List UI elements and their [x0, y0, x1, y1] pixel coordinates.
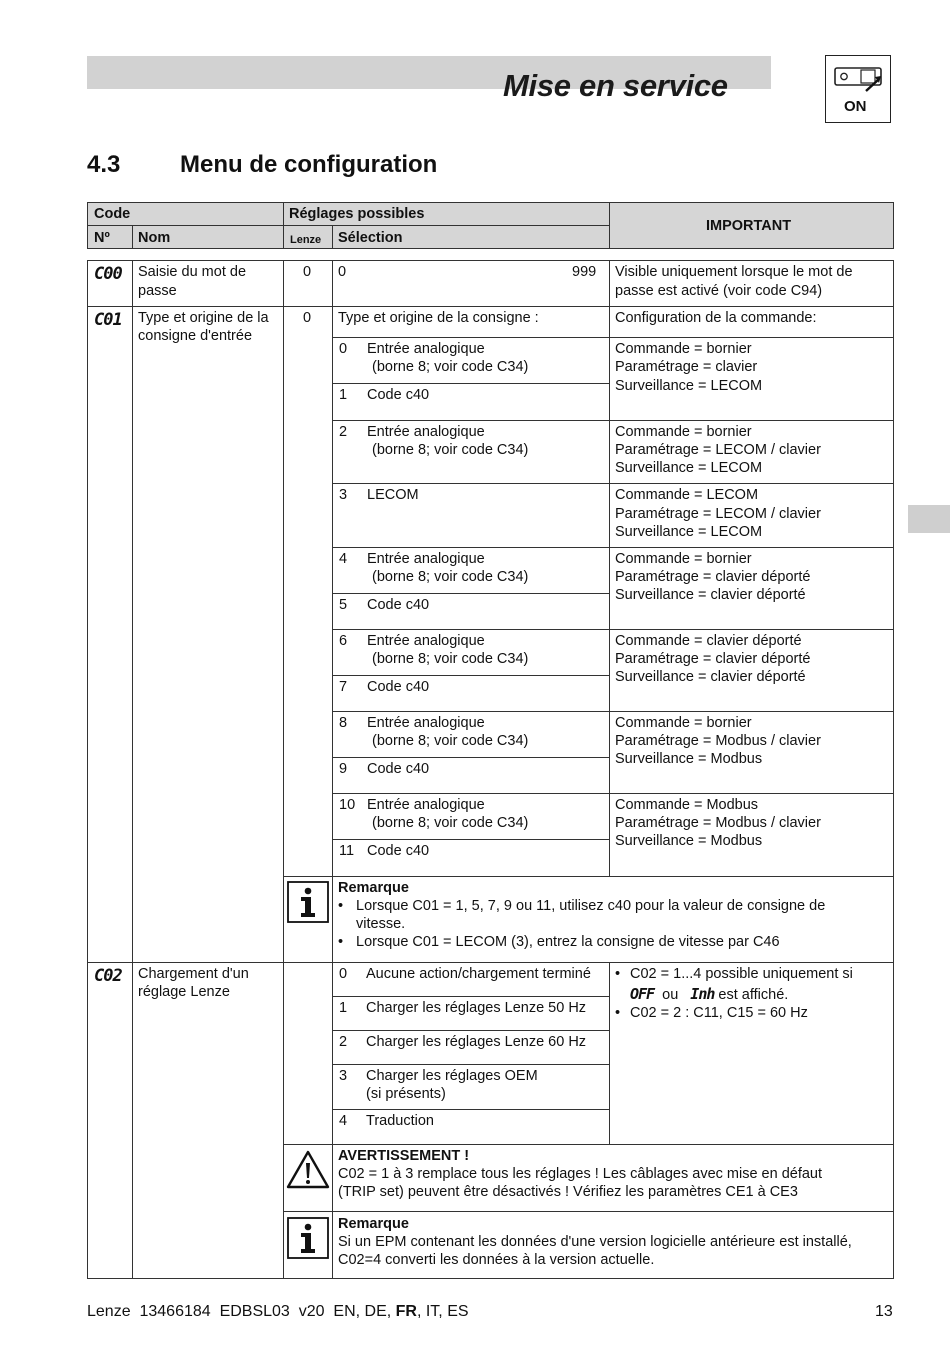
c01-imp-3-2: Paramétrage = clavier déporté	[615, 569, 811, 585]
info-icon	[287, 881, 329, 928]
c00-lenze: 0	[303, 264, 312, 280]
c01-opt-3-l1: LECOM	[367, 487, 419, 503]
footer-prefix: Lenze 13466184 EDBSL03 v20 EN, DE,	[87, 1303, 396, 1320]
c01-opt-9-l1: Code c40	[367, 761, 430, 777]
c02-imp-display-line	[630, 985, 788, 1004]
c02-warning-l1: C02 = 1 à 3 remplace tous les réglages ! Les câblages avec mise en défaut	[338, 1166, 823, 1182]
c02-opt-4-l1: Traduction	[366, 1113, 434, 1129]
c01-imp-3-1: Commande = bornier	[615, 551, 752, 567]
footer-lang-current: FR	[395, 1303, 417, 1320]
c01-imp-0-3: Surveillance = LECOM	[615, 378, 763, 394]
header-nom: Nom	[138, 230, 171, 246]
section-title: Menu de configuration	[180, 151, 438, 178]
c02-opt-3-l1: Charger les réglages OEM	[366, 1068, 538, 1084]
footer-doc-info	[87, 1303, 469, 1321]
info-icon	[287, 1217, 329, 1264]
c01-opt-4-l2: (borne 8; voir code C34)	[372, 569, 529, 585]
c01-remarque-bullet-1: •	[338, 898, 344, 914]
c01-opt-2-num: 2	[339, 424, 348, 440]
c02-opt-4-num: 4	[339, 1113, 348, 1129]
c01-opt-0-l2: (borne 8; voir code C34)	[372, 359, 529, 375]
c01-opt-10-num: 10	[339, 797, 356, 813]
c01-opt-11-l1: Code c40	[367, 843, 430, 859]
c01-imp-5-3: Surveillance = Modbus	[615, 751, 763, 767]
c02-remarque-title: Remarque	[338, 1216, 409, 1232]
code-c01: C01	[94, 310, 122, 330]
seg-inh: Inh	[690, 985, 715, 1003]
c01-imp-4-2: Paramétrage = clavier déporté	[615, 651, 811, 667]
header-title: Mise en service	[503, 68, 728, 103]
c01-imp-title: Configuration de la commande:	[615, 310, 817, 326]
c01-opt-2-l2: (borne 8; voir code C34)	[372, 442, 529, 458]
c00-nom-1: Saisie du mot de	[138, 264, 247, 280]
header-important: IMPORTANT	[706, 218, 792, 234]
header-no: Nº	[94, 230, 110, 246]
c01-opt-8-num: 8	[339, 715, 348, 731]
c01-opt-7-l1: Code c40	[367, 679, 430, 695]
c01-opt-6-l1: Entrée analogique	[367, 633, 485, 649]
c02-opt-0-num: 0	[339, 966, 348, 982]
c01-opt-4-num: 4	[339, 551, 348, 567]
seg-off: OFF	[630, 985, 655, 1003]
c01-opt-8-l2: (borne 8; voir code C34)	[372, 733, 529, 749]
c01-imp-5-2: Paramétrage = Modbus / clavier	[615, 733, 821, 749]
c01-opt-8-l1: Entrée analogique	[367, 715, 485, 731]
code-c00: C00	[94, 264, 122, 284]
c02-imp-est: est affiché.	[718, 987, 789, 1003]
c01-imp-6-2: Paramétrage = Modbus / clavier	[615, 815, 821, 831]
c01-remarque-b1a: Lorsque C01 = 1, 5, 7, 9 ou 11, utilisez c40 pour la valeur de consigne de	[356, 898, 826, 914]
c01-lenze: 0	[303, 310, 312, 326]
c02-imp-bullet-1: •	[615, 966, 621, 982]
c01-opt-5-l1: Code c40	[367, 597, 430, 613]
c02-opt-3-l2: (si présents)	[366, 1086, 446, 1102]
c01-opt-1-num: 1	[339, 387, 348, 403]
header-lenze: Lenze	[290, 234, 322, 246]
c00-important-1: Visible uniquement lorsque le mot de	[615, 264, 853, 280]
c02-opt-2-num: 2	[339, 1034, 348, 1050]
c01-sel-title: Type et origine de la consigne :	[338, 310, 539, 326]
c01-imp-2-2: Paramétrage = LECOM / clavier	[615, 506, 821, 522]
c01-imp-4-3: Surveillance = clavier déporté	[615, 669, 806, 685]
c01-opt-2-l1: Entrée analogique	[367, 424, 485, 440]
c02-warning-l2: (TRIP set) peuvent être désactivés ! Vérifiez les paramètres CE1 à CE3	[338, 1184, 798, 1200]
c01-opt-11-num: 11	[339, 843, 355, 859]
c02-opt-1-num: 1	[339, 1000, 348, 1016]
c02-remarque-l2: C02=4 converti les données à la version actuelle.	[338, 1252, 655, 1268]
c01-imp-5-1: Commande = bornier	[615, 715, 752, 731]
c02-nom-2: réglage Lenze	[138, 984, 230, 1000]
c02-imp-ou: ou	[662, 987, 679, 1003]
c00-nom-2: passe	[138, 283, 177, 299]
c01-remarque-b2: Lorsque C01 = LECOM (3), entrez la consigne de vitesse par C46	[356, 934, 780, 950]
c01-opt-6-num: 6	[339, 633, 348, 649]
c02-opt-1-l1: Charger les réglages Lenze 50 Hz	[366, 1000, 587, 1016]
c02-imp-b1: C02 = 1...4 possible uniquement si	[630, 966, 853, 982]
c01-opt-10-l2: (borne 8; voir code C34)	[372, 815, 529, 831]
c02-warning-title: AVERTISSEMENT !	[338, 1148, 470, 1164]
c00-sel-max: 999	[572, 264, 597, 280]
c02-remarque-l1: Si un EPM contenant les données d'une version logicielle antérieure est installé,	[338, 1234, 852, 1250]
c01-opt-7-num: 7	[339, 679, 348, 695]
side-tab	[908, 505, 950, 533]
c01-opt-0-num: 0	[339, 341, 348, 357]
c01-opt-0-l1: Entrée analogique	[367, 341, 485, 357]
c01-imp-4-1: Commande = clavier déporté	[615, 633, 802, 649]
c01-remarque-bullet-2: •	[338, 934, 344, 950]
c01-nom-1: Type et origine de la	[138, 310, 269, 326]
c02-imp-bullet-2: •	[615, 1005, 621, 1021]
header-reglages: Réglages possibles	[289, 206, 425, 222]
c01-imp-0-2: Paramétrage = clavier	[615, 359, 758, 375]
c01-opt-4-l1: Entrée analogique	[367, 551, 485, 567]
c02-imp-b2: C02 = 2 : C11, C15 = 60 Hz	[630, 1005, 808, 1021]
page-number: 13	[875, 1303, 893, 1320]
c01-imp-0-1: Commande = bornier	[615, 341, 752, 357]
c01-remarque-b1b: vitesse.	[356, 916, 406, 932]
header-code: Code	[94, 206, 131, 222]
c01-imp-6-3: Surveillance = Modbus	[615, 833, 763, 849]
c01-opt-3-num: 3	[339, 487, 348, 503]
on-label: ON	[844, 98, 867, 115]
c01-imp-2-1: Commande = LECOM	[615, 487, 759, 503]
power-switch-icon	[825, 55, 891, 123]
c01-imp-1-1: Commande = bornier	[615, 424, 752, 440]
code-c02: C02	[94, 966, 122, 986]
c00-sel-min: 0	[338, 264, 347, 280]
c01-imp-1-3: Surveillance = LECOM	[615, 460, 763, 476]
c01-opt-10-l1: Entrée analogique	[367, 797, 485, 813]
c01-opt-6-l2: (borne 8; voir code C34)	[372, 651, 529, 667]
c01-remarque-title: Remarque	[338, 880, 409, 896]
c02-opt-0-l1: Aucune action/chargement terminé	[366, 966, 591, 982]
header-selection: Sélection	[338, 230, 403, 246]
c02-nom-1: Chargement d'un	[138, 966, 249, 982]
c01-opt-5-num: 5	[339, 597, 348, 613]
c00-important-2: passe est activé (voir code C94)	[615, 283, 823, 299]
c01-opt-9-num: 9	[339, 761, 348, 777]
section-number: 4.3	[87, 151, 121, 178]
c01-nom-2: consigne d'entrée	[138, 328, 253, 344]
warning-icon	[286, 1150, 330, 1195]
c01-opt-1-l1: Code c40	[367, 387, 430, 403]
c01-imp-6-1: Commande = Modbus	[615, 797, 759, 813]
footer-suffix: , IT, ES	[416, 1303, 469, 1320]
c01-imp-3-3: Surveillance = clavier déporté	[615, 587, 806, 603]
c01-imp-1-2: Paramétrage = LECOM / clavier	[615, 442, 821, 458]
c01-imp-2-3: Surveillance = LECOM	[615, 524, 763, 540]
c02-opt-3-num: 3	[339, 1068, 348, 1084]
c02-opt-2-l1: Charger les réglages Lenze 60 Hz	[366, 1034, 587, 1050]
